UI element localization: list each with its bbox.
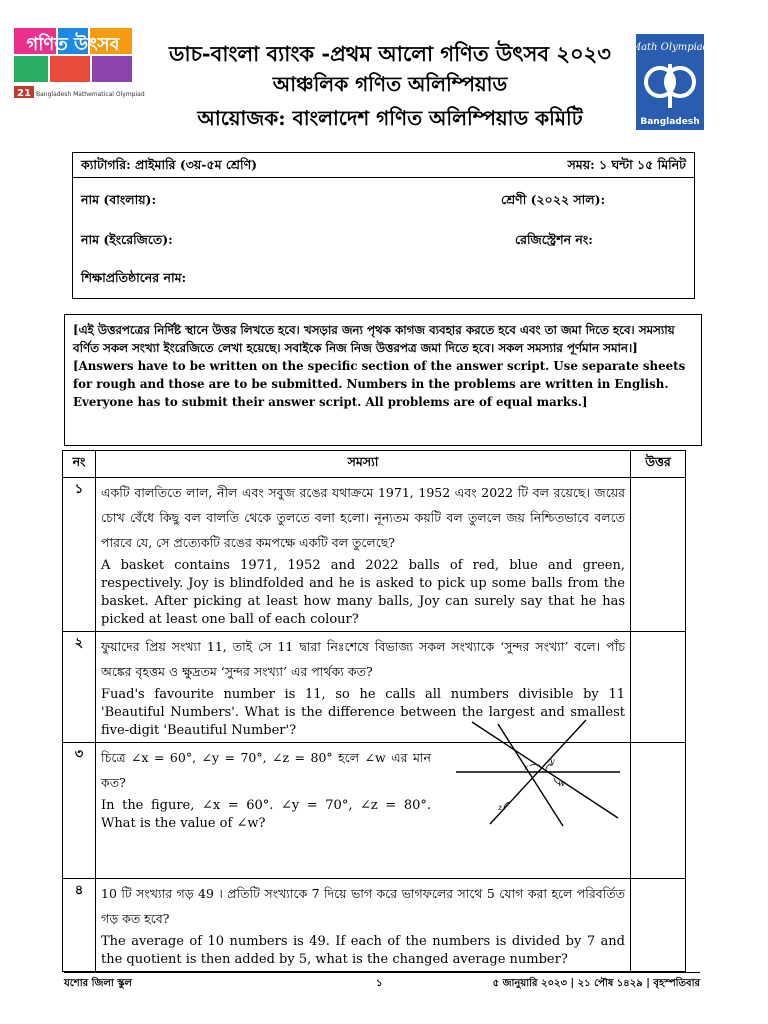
problem-english: A basket contains 1971, 1952 and 2022 balls of red, blue and green, respectively. Joy is blindfolded and he is asked to pick up some balls from the basket. After picking at least how many balls, Joy can surely say that he has picked at least one ball of each colour? [101,558,625,627]
header-answer: উত্তর [631,451,686,478]
angle-label-w: w [558,779,565,788]
institution-label: শিক্ষাপ্রতিষ্ঠানের নাম: [81,270,187,285]
name-bangla-label: নাম (বাংলায়): [81,192,157,207]
header-problem: সমস্যা [96,451,631,478]
answer-cell[interactable] [631,478,686,632]
category-bar [72,152,695,178]
logo-right-bottom: Bangladesh [640,117,700,127]
header-number: নং [63,451,96,478]
angle-figure [438,714,628,832]
footer-venue: যশোর জিলা স্কুল [64,978,132,989]
problem-text-column [101,745,431,833]
footer-date: ৫ জানুয়ারি ২০২৩ | ২১ পৌষ ১৪২৯ | বৃহস্পতিবার [492,978,700,989]
angle-label-z: z [498,803,503,812]
category-label: ক্যাটাগরি: প্রাইমারি (৩য়-৫ম শ্রেণি) [81,157,258,172]
logo-caption: Bangladesh Mathematical Olympiad [36,91,145,98]
math-festival-logo [12,10,162,105]
problem-text [96,478,631,632]
problem-bangla: ফুয়াদের প্রিয় সংখ্যা 11, তাই সে 11 দ্বারা নিঃশেষে বিভাজ্য সকল সংখ্যাকে ‘সুন্দর সংখ্যা’ বলে। পাঁচ অঙ্কের বৃহত্তম ও ক্ষুদ্রতম ‘সুন্দর সংখ্যা’ এর পার্থক্য কত? [101,639,625,679]
angle-label-y: y [550,757,555,766]
class-label: শ্রেণী (২০২২ সাল): [501,192,606,207]
name-english-label: নাম (ইংরেজিতে): [81,232,173,247]
problem-number: ২ [63,632,96,743]
table-header-row [63,451,686,478]
problems-table [62,450,686,972]
problem-english: In the figure, ∠x = 60°. ∠y = 70°, ∠z = 80°. What is the value of ∠w? [101,798,431,831]
student-info-box [72,177,695,299]
page-footer [64,972,700,991]
instructions-english: [Answers have to be written on the specific section of the answer script. Use separate sheets for rough and those are to be submitted. Numbers in the problems are written in English. Everyone has to submit their answer script. All problems are of equal marks.] [73,359,686,409]
problem-text [96,879,631,972]
logo-badge: 21 [17,88,31,99]
table-row [63,478,686,632]
title-olympiad: আঞ্চলিক গণিত অলিম্পিয়াড [272,72,508,96]
problem-number: ৪ [63,879,96,972]
registration-label: রেজিস্ট্রেশন নং: [515,232,593,247]
answer-cell[interactable] [631,632,686,743]
problem-bangla: 10 টি সংখ্যার গড় 49 । প্রতিটি সংখ্যাকে 7 দিয়ে ভাগ করে ভাগফলের সাথে 5 যোগ করা হলে পরিবর্তিত গড় কত হবে? [101,886,625,926]
problem-number: ৩ [63,743,96,879]
problem-english: The average of 10 numbers is 49. If each of the numbers is divided by 7 and the quotient is then added by 5, what is the changed average number? [101,934,625,967]
instructions-bangla: [এই উত্তরপত্রের নির্দিষ্ট স্থানে উত্তর লিখতে হবে। খসড়ার জন্য পৃথক কাগজ ব্যবহার করতে হবে এবং তা জমা দিতে হবে। সমস্যায় বর্ণিত সকল সংখ্যা ইংরেজিতে লেখা হয়েছে। সবাইকে নিজ নিজ উত্তরপত্র জমা দিতে হবে। সকল সমস্যার পূর্ণমান সমান।] [73,323,675,355]
title-organizer: আয়োজক: বাংলাদেশ গণিত অলিম্পিয়াড কমিটি [197,106,583,130]
footer-page-number: ১ [376,978,383,989]
problem-bangla: চিত্রে ∠x = 60°, ∠y = 70°, ∠z = 80° হলে ∠w এর মান কত? [101,750,431,790]
title-festival: ডাচ-বাংলা ব্যাংক -প্রথম আলো গণিত উৎসব ২০২৩ [169,41,611,66]
problem-bangla: একটি বালতিতে লাল, নীল এবং সবুজ রঙের যথাক্রমে 1971, 1952 এবং 2022 টি বল রয়েছে। জয়ের চোখ বেঁধে কিছু বল বালতি থেকে তুলতে বলা হলো। নূন্যতম কয়টি বল তুললে জয় নিশ্চিতভাবে বলতে পারবে যে, সে প্রত্যেকটি রঙের কমপক্ষে একটি বল তুলেছে? [101,485,625,550]
problem-english: Fuad's favourite number is 11, so he calls all numbers divisible by 11 'Beautiful Numbers'. What is the difference between the largest and smallest five-digit 'Beautiful Number'? [101,687,625,738]
table-row [63,879,686,972]
logo-right-top: Math Olympiad [630,42,710,53]
time-label: সময়: ১ ঘন্টা ১৫ মিনিট [567,157,686,172]
answer-cell[interactable] [631,743,686,879]
answer-cell[interactable] [631,879,686,972]
problem-number: ১ [63,478,96,632]
instructions-box [64,314,702,446]
bdmo-logo [630,34,710,130]
angle-label-x: x [524,763,529,772]
logo-main-text: গণিত উৎসব [26,34,120,55]
